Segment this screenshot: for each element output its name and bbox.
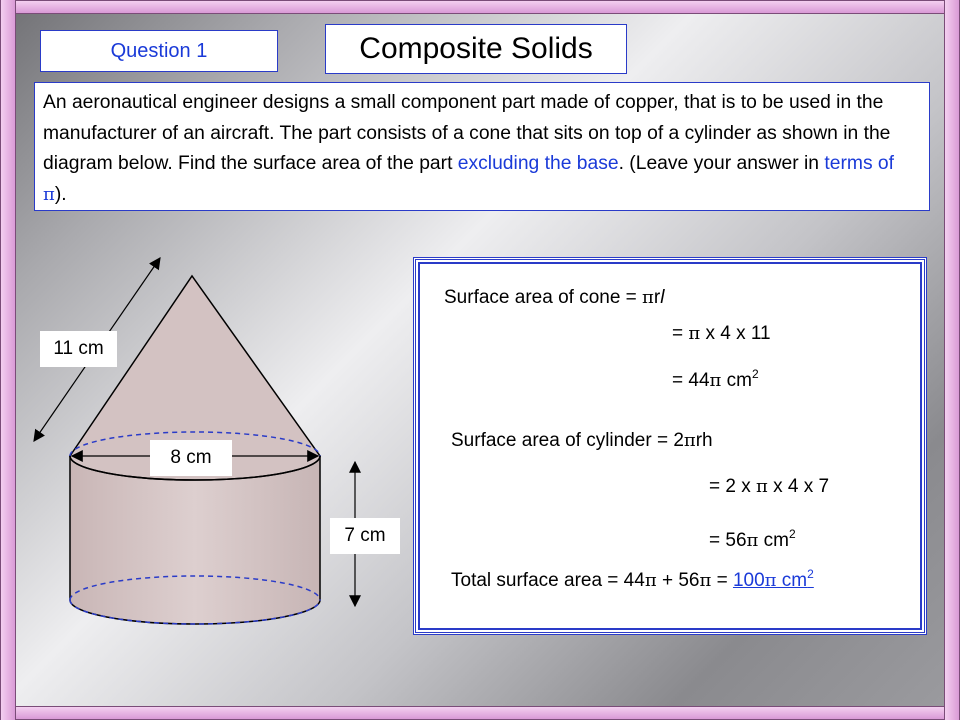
cone-step-2-unit: cm xyxy=(721,370,752,391)
final-answer-sup: 2 xyxy=(807,567,814,581)
pi-symbol: π xyxy=(642,287,654,308)
cone-step-2-sup: 2 xyxy=(751,367,759,381)
radius-symbol: r xyxy=(653,287,661,308)
total-line xyxy=(451,567,814,592)
problem-highlight-terms-of: terms of xyxy=(824,153,895,174)
final-answer xyxy=(732,567,814,591)
pi-symbol: π xyxy=(756,476,768,497)
total-equals: = xyxy=(711,570,733,591)
final-answer-value: 100 xyxy=(732,570,765,591)
question-label: Question 1 xyxy=(40,30,278,72)
cylinder-label: Surface area of cylinder = 2 xyxy=(451,430,684,451)
slant-height-label: 11 cm xyxy=(40,331,117,367)
height-label: 7 cm xyxy=(330,518,400,554)
problem-text-2: . (Leave your answer in xyxy=(618,153,825,174)
cone-step-1-b: x 4 x 11 xyxy=(700,323,771,344)
total-label: Total surface area = 44 xyxy=(451,570,645,591)
cone-step-1 xyxy=(672,323,771,345)
pi-symbol: π xyxy=(709,370,722,391)
pi-symbol: π xyxy=(764,570,777,591)
cylinder-formula-rest: rh xyxy=(695,430,713,451)
total-mid: + 56 xyxy=(656,570,700,591)
cone-formula-line xyxy=(444,287,664,309)
cylinder-step-2-sup: 2 xyxy=(788,527,796,541)
pi-symbol: π xyxy=(699,570,712,591)
cylinder-step-1-a: = 2 x xyxy=(709,476,756,497)
pi-symbol: π xyxy=(746,530,759,551)
diameter-label: 8 cm xyxy=(150,440,232,476)
cone-label: Surface area of cone = xyxy=(444,287,643,308)
pi-symbol: π xyxy=(688,323,701,344)
cone-step-2-a: = 44 xyxy=(672,370,710,391)
cylinder-step-1 xyxy=(709,476,829,498)
cylinder-step-2-unit: cm xyxy=(758,530,789,551)
final-answer-unit: cm xyxy=(776,570,808,591)
problem-text-1: An aeronautical engineer designs a small component part made of copper, that is to be used in the manufacturer of an aircraft. The part consists of a cone that sits on top of a cylinder as shown in the diagram below. Find the surface area of the part xyxy=(43,92,891,174)
cylinder-body xyxy=(70,456,320,624)
problem-text-3: ). xyxy=(54,183,67,205)
cylinder-step-1-b: x 4 x 7 xyxy=(767,476,830,497)
cylinder-step-2-a: = 56 xyxy=(709,530,747,551)
slant-symbol: l xyxy=(660,287,665,308)
pi-symbol: π xyxy=(43,183,55,205)
page-title: Composite Solids xyxy=(325,24,627,74)
cylinder-step-2 xyxy=(709,527,796,552)
solution-panel xyxy=(413,257,927,635)
pi-symbol: π xyxy=(644,570,657,591)
pi-symbol: π xyxy=(683,430,696,451)
cylinder-formula-line xyxy=(451,430,713,452)
problem-highlight-excluding-base: excluding the base xyxy=(457,153,619,174)
cone-step-1-a: = xyxy=(672,323,689,344)
cone-step-2 xyxy=(672,367,759,392)
